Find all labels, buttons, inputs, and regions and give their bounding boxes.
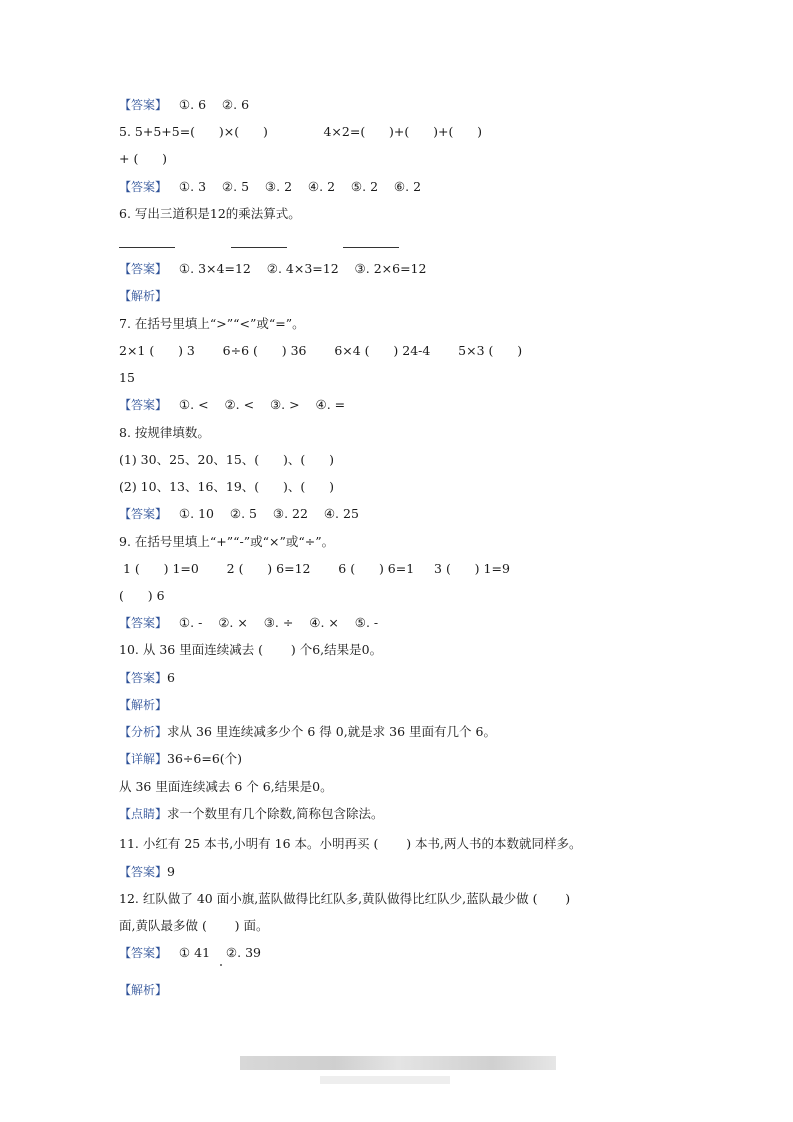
section-tag: 【解析】 — [119, 698, 168, 712]
section-tag: 【答案】 — [119, 616, 168, 630]
question-9-cont: ( ) 6 — [119, 588, 165, 603]
answer-line-q10: 【答案】6 — [119, 670, 175, 685]
answer-line-q7: 【答案】 ①. < ②. < ③. > ④. = — [119, 397, 346, 412]
question-11: 11. 小红有 25 本书,小明有 16 本。小明再买 ( ) 本书,两人书的本数就同样多。 — [119, 836, 582, 851]
analysis-label-q6 — [119, 288, 167, 304]
question-7: 7. 在括号里填上“>”“<”或“=”。 — [119, 316, 305, 331]
section-tag: 【答案】 — [119, 262, 168, 276]
answer-line-q5: 【答案】 ①. 3 ②. 5 ③. 2 ④. 2 ⑤. 2 ⑥. 2 — [119, 179, 422, 194]
question-8-part2: (2) 10、13、16、19、( )、( ) — [119, 479, 334, 494]
section-tag: 【解析】 — [119, 289, 168, 303]
blank-line-3 — [343, 247, 399, 248]
answer-line-q4: 【答案】 ①. 6 ②. 6 — [119, 97, 250, 112]
analysis-label-q12 — [119, 982, 167, 998]
answer-line-q6: 【答案】 ①. 3×4=12 ②. 4×3=12 ③. 2×6=12 — [119, 261, 427, 276]
section-tag: 【解析】 — [119, 983, 168, 997]
section-tag: 【答案】 — [119, 865, 168, 879]
blank-line-1 — [119, 247, 175, 248]
answer-line-q8: 【答案】 ①. 10 ②. 5 ③. 22 ④. 25 — [119, 506, 359, 521]
question-9: 9. 在括号里填上“+”“-”或“×”或“÷”。 — [119, 534, 335, 549]
question-5-cont: + ( ) — [119, 151, 168, 166]
answer-line-q11: 【答案】9 — [119, 864, 175, 879]
question-7-cont: 15 — [119, 370, 135, 385]
section-tag: 【答案】 — [119, 946, 168, 960]
section-tag: 【分析】 — [119, 725, 168, 739]
question-5: 5. 5+5+5=( )×( ) 4×2=( )+( )+( ) — [119, 124, 483, 139]
question-10: 10. 从 36 里面连续减去 ( ) 个6,结果是0。 — [119, 642, 383, 657]
answer-line-q9: 【答案】 ①. - ②. × ③. ÷ ④. × ⑤. - — [119, 615, 379, 630]
question-6: 6. 写出三道积是12的乘法算式。 — [119, 206, 301, 221]
footer-watermark — [240, 1056, 556, 1070]
section-tag: 【答案】 — [119, 507, 168, 521]
section-tag: 【点睛】 — [119, 807, 168, 821]
detail-text-q10: 【详解】36÷6=6(个) — [119, 751, 243, 766]
analysis-label-q10 — [119, 697, 167, 713]
question-9-items: 1 ( ) 1=0 2 ( ) 6=12 6 ( ) 6=1 3 ( ) 1=9 — [119, 561, 510, 576]
section-tag: 【答案】 — [119, 98, 168, 112]
answer-line-q12: 【答案】 ① 41 ②. 39 — [119, 945, 261, 960]
section-tag: 【答案】 — [119, 180, 168, 194]
analysis-text-q10: 【分析】求从 36 里连续减多少个 6 得 0,就是求 36 里面有几个 6。 — [119, 724, 496, 739]
section-tag: 【详解】 — [119, 752, 168, 766]
question-8-part1: (1) 30、25、20、15、( )、( ) — [119, 452, 334, 467]
stray-mark — [220, 964, 222, 966]
blank-line-2 — [231, 247, 287, 248]
section-tag: 【答案】 — [119, 671, 168, 685]
solution-text-q10: 从 36 里面连续减去 6 个 6,结果是0。 — [119, 779, 333, 794]
tip-text-q10: 【点睛】求一个数里有几个除数,简称包含除法。 — [119, 806, 384, 821]
question-7-items: 2×1 ( ) 3 6÷6 ( ) 36 6×4 ( ) 24-4 5×3 ( ) — [119, 343, 523, 358]
question-12: 12. 红队做了 40 面小旗,蓝队做得比红队多,黄队做得比红队少,蓝队最少做 ( ) — [119, 891, 571, 906]
question-12-cont: 面,黄队最多做 ( ) 面。 — [119, 918, 269, 933]
footer-watermark-sub — [320, 1076, 450, 1084]
question-8: 8. 按规律填数。 — [119, 425, 210, 440]
section-tag: 【答案】 — [119, 398, 168, 412]
